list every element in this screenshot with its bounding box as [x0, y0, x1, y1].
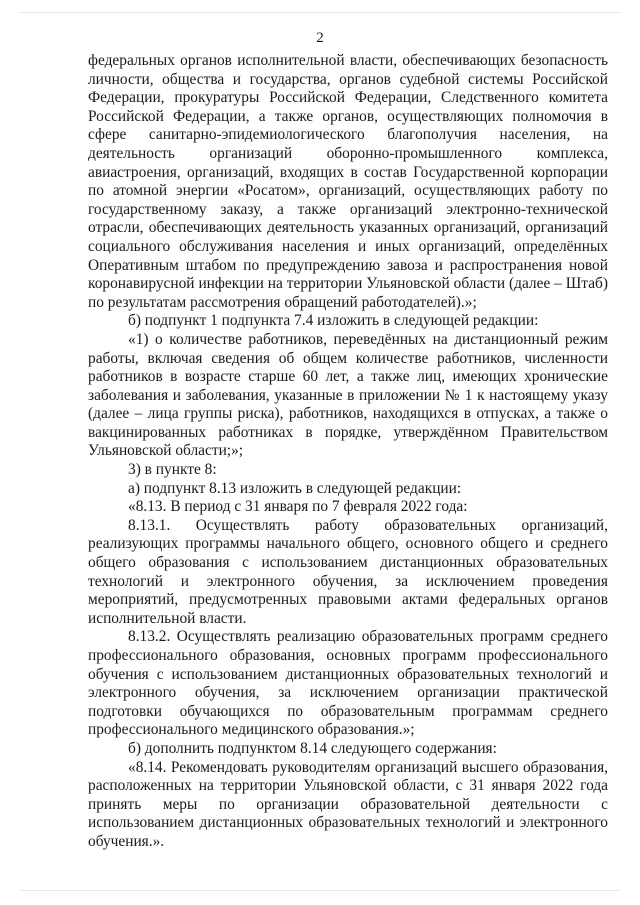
paragraph-8-13: «8.13. В период с 31 января по 7 февраля 2022 года: [128, 498, 468, 516]
document-body [88, 52, 608, 852]
paragraph-point-3: 3) в пункте 8: [128, 461, 217, 479]
paragraph-continuation: федеральных органов исполнительной власти, обеспечивающих безопасность личности, общества и государства, органов судебной системы Российской Федерации, прокуратуры Российской Федерации, Следственного комитета Российской Федерации, а также органов, осуществляющих полномочия в сфере санитарно-эпидемиологического благополучия населения, на деятельность организаций оборонно-промышленного комплекса, авиастроения, организаций, входящих в состав Государственной корпорации по атомной энергии «Росатом», организаций, осуществляющих работу по государственному заказу, а также организаций электронно-технической отрасли, обеспечивающих деятельность указанных организаций, организаций социального обслуживания населения и иных организаций, определённых Оперативным штабом по предупреждению завоза и распространения новой коронавирусной инфекции на территории Ульяновской области (далее – Штаб) по результатам рассмотрения обращений работодателей).»; [88, 52, 608, 311]
scan-artifact-bottom [20, 890, 620, 891]
paragraph-8-14: «8.14. Рекомендовать руководителям организаций высшего образования, расположенных на территории Ульяновской области, с 31 января 2022 года принять меры по организации образовательной деятельности с использованием дистанционных образовательных технологий и электронного обучения.». [88, 758, 608, 850]
paragraph-subitem-a: а) подпункт 8.13 изложить в следующей редакции: [128, 479, 462, 497]
paragraph-subitem-b-2: б) дополнить подпунктом 8.14 следующего содержания: [128, 739, 497, 757]
page-number: 2 [316, 30, 324, 46]
paragraph-subitem-b: б) подпункт 1 подпункта 7.4 изложить в следующей редакции: [128, 312, 539, 330]
scan-artifact-top [20, 12, 620, 13]
paragraph-8-13-1: 8.13.1. Осуществлять работу образовательных организаций, реализующих программы начального общего, основного общего и среднего общего образования с использованием дистанционных образовательных технологий и электронного обучения, за исключением проведения мероприятий, предусмотренных правовыми актами федеральных органов исполнительной власти. [88, 516, 608, 627]
paragraph-quote-item-1: «1) о количестве работников, переведённых на дистанционный режим работы, включая сведения об общем количестве работников, численности работников в возрасте старше 60 лет, а также лиц, имеющих хронические заболевания и заболевания, указанные в приложении № 1 к настоящему указу (далее – лица группы риска), работников, находящихся в отпусках, а также о вакцинированных работниках в порядке, утверждённом Правительством Ульяновской области;»; [88, 330, 608, 460]
paragraph-8-13-2: 8.13.2. Осуществлять реализацию образовательных программ среднего профессионального образования, основных программ профессионального обучения с использованием дистанционных образовательных технологий и электронного обучения, за исключением организации практической подготовки обучающихся по образовательным программам среднего профессионального медицинского образования.»; [88, 628, 608, 739]
